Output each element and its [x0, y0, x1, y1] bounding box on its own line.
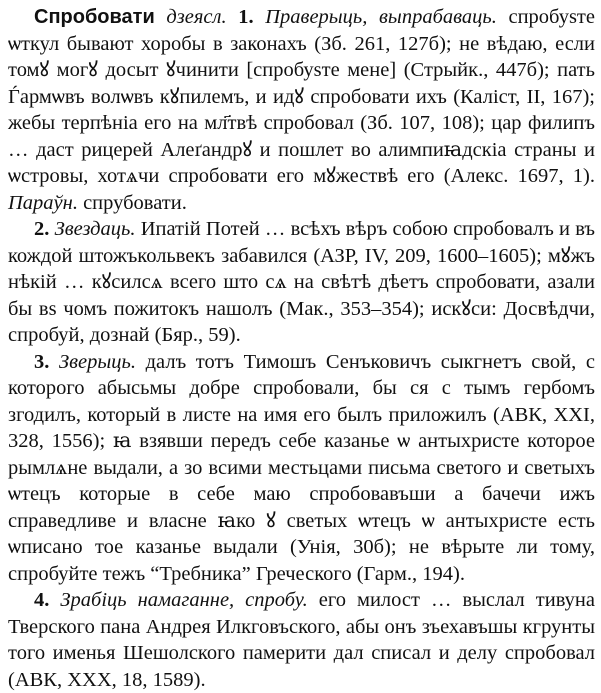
sense-text: Ипатій Потей … всѣхъ вѣръ собою спробовалъ и въ кождой штожъкольвекъ забавился (АЗР, IV, 209, 1600–1605); мꙋжъ нѣкій … кꙋсилсѧ всего што сѧ на свѣтѣ дѣетъ спробовати, азали бы вs чомъ пожитокъ нашолъ (Мак., 353–354); искꙋси: Досвѣдчи, спробуй, дознай (Бяр., 59). [8, 218, 595, 346]
sense-text: далъ тотъ Тимошъ Сенъковичъ сыкгнетъ свой, с которого абысьмы добре спробовали, бы ся с тымъ гербомъ згодилъ, который в листе на имя его былъ приложилъ (АВК, XXI, 328, 1556); ꙗ взявши передъ себе казанье ѡ антыхристе которое рымлѧне выдали, а зо всими местьцами письма светого и светыхъ ѡтецъ которые в себе маю спробовавъши а бачечи ижъ справедливе и власне ꙗко ꙋ светых ѡтецъ ѡ антыхристе есть ѡписано тое казанье выдали (Унія, 30б); не вѣрыте ли тому, спробуйте тежъ “Требника” Греческого (Гарм., 194). [8, 350, 595, 585]
sense-1 [8, 4, 595, 216]
sense-text: спробуsте ѡткул бывают хоробы в законахъ (Зб. 261, 127б); не вѣдаю, если томꙋ могꙋ досыт ꙋчинити [спробуsте мене] (Стрыйк., 447б); пать Ѓармѡвъ волѡвъ кꙋпилемъ, и идꙋ спробовати ихъ (Каліст, II, 167); жебы терпѣніа его на мл҃твѣ спробовал (Зб. 107, 108); цар филипъ … даст рицерей Алеґандрꙋ и пошлет во алимпиꙗдскіа страны и ѡстровы, хотѧчи спробовати его мꙋжествѣ его (Алекс. 1697, 1). [8, 6, 595, 187]
sense-gloss: Звездаць. [54, 218, 136, 240]
sense-number: 4. [34, 589, 50, 611]
sense-2 [8, 216, 595, 349]
sense-number: 3. [34, 350, 50, 373]
cross-reference-text: спрубовати. [83, 191, 187, 214]
sense-4 [8, 587, 595, 693]
sense-gloss: Праверыць, выпрабаваць. [265, 6, 497, 28]
cross-reference-label: Параўн. [8, 191, 78, 214]
sense-number: 2. [34, 218, 50, 240]
sense-text: его милост … выслал тивуна Тверского пана Андрея Илкговъского, абы онъ зъехавъшы кгрунты того именья Шешолского памерити дал списал и делу спробовал (АВК, XXX, 18, 1589). [8, 589, 595, 691]
part-of-speech: дзеясл. [166, 6, 227, 28]
sense-3 [8, 349, 595, 588]
headword: Спробовати [34, 6, 155, 28]
sense-number: 1. [238, 6, 254, 28]
sense-gloss: Зверыць. [59, 350, 136, 373]
sense-gloss: Зрабіць намаганне, спробу. [60, 589, 308, 611]
